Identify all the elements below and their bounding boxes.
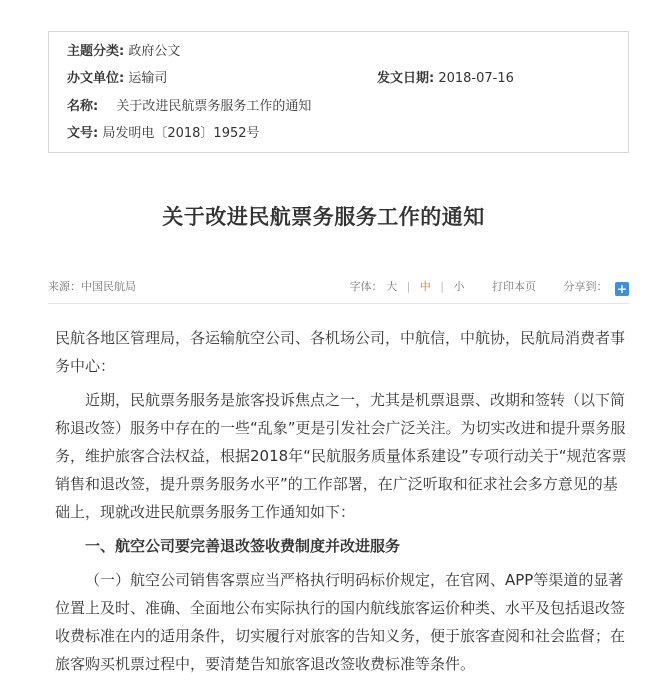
intro-paragraph: 近期，民航票务服务是旅客投诉焦点之一，尤其是机票退票、改期和签转（以下简称退改签）服务中存在的一些“乱象”更是引发社会广泛关注。为切实改进和提升票务服务，维护旅客合法权益，根据2018年“民航服务质量体系建设”专项行动关于“规范客票销售和退改签，提升票务服务水平”的工作部署，在广泛听取和征求社会多方意见的基础上，现就改进民航票务服务工作通知如下：	[55, 391, 627, 521]
toolbar-divider	[48, 303, 629, 304]
meta-docno-label: 文号:	[67, 126, 99, 141]
article-source: 来源：中国民航局	[48, 280, 136, 293]
meta-docno-value: 局发明电〔2018〕1952号	[102, 126, 260, 141]
meta-name	[67, 99, 311, 115]
article-body	[55, 324, 627, 678]
font-size-label: 字体：	[349, 280, 383, 293]
meta-date	[377, 71, 514, 87]
salutation-paragraph: 民航各地区管理局，各运输航空公司、各机场公司，中航信，中航协，民航局消费者事务中心：	[55, 329, 626, 375]
clause-paragraph: （一）航空公司销售客票应当严格执行明码标价规定，在官网、APP等渠道的显著位置上及时、准确、全面地公布实际执行的国内航线旅客运价种类、水平及包括退改签收费标准在内的适用条件，切实履行对旅客的告知义务，便于旅客查阅和社会监督；在旅客购买机票过程中，要清楚告知旅客退改签收费标准等条件。	[55, 571, 626, 673]
meta-category	[67, 44, 180, 60]
meta-name-label: 名称:	[67, 99, 99, 114]
share-label: 分享到：	[563, 280, 608, 293]
page-title: 关于改进民航票务服务工作的通知	[162, 205, 485, 229]
meta-date-label: 发文日期:	[377, 71, 435, 86]
font-small-button[interactable]: 小	[453, 280, 465, 293]
font-separator: |	[440, 280, 444, 293]
meta-office	[67, 71, 167, 87]
meta-office-label: 办文单位:	[67, 71, 125, 86]
meta-docno	[67, 126, 260, 142]
article-toolbar	[48, 280, 629, 296]
toolbar-controls	[350, 280, 629, 296]
font-medium-button[interactable]: 中	[419, 280, 431, 293]
meta-category-label: 主题分类:	[67, 44, 125, 59]
meta-office-value: 运输司	[128, 71, 168, 86]
share-plus-icon[interactable]: +	[616, 282, 628, 296]
print-page-link[interactable]: 打印本页	[492, 280, 536, 293]
section-heading: 一、航空公司要完善退改签收费制度并改进服务	[85, 537, 401, 555]
font-separator: |	[406, 280, 411, 293]
meta-category-value: 政府公文	[128, 44, 181, 59]
meta-date-value: 2018-07-16	[438, 71, 514, 86]
font-large-button[interactable]: 大	[386, 280, 398, 293]
meta-name-value: 关于改进民航票务服务工作的通知	[116, 99, 312, 114]
document-metadata-box	[48, 31, 629, 153]
